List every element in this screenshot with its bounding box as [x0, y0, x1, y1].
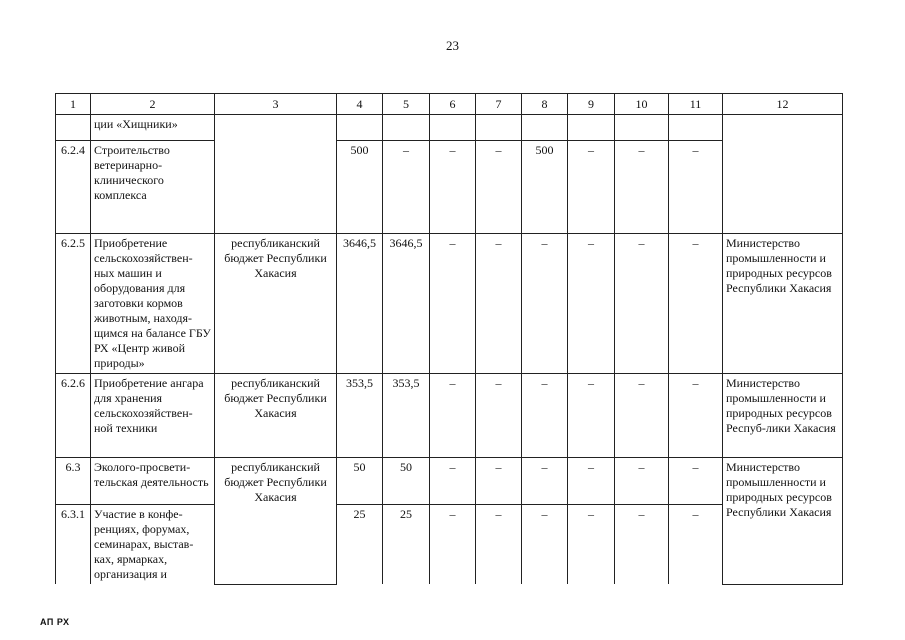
- table-row: [56, 115, 843, 141]
- funding-source-cell: республиканский бюджет Республики Хакасия: [215, 374, 337, 458]
- value-cell: [337, 115, 383, 141]
- value-cell: –: [669, 234, 723, 374]
- value-cell: –: [568, 374, 615, 458]
- value-cell: [383, 115, 430, 141]
- value-cell: –: [430, 234, 476, 374]
- value-cell: –: [568, 458, 615, 505]
- value-cell: –: [522, 505, 568, 585]
- value-cell: –: [669, 374, 723, 458]
- value-cell: –: [615, 505, 669, 585]
- column-header: 1: [56, 94, 91, 115]
- value-cell: 3646,5: [337, 234, 383, 374]
- value-cell: –: [522, 374, 568, 458]
- column-header: 12: [723, 94, 843, 115]
- measure-name-cell: ции «Хищники»: [91, 115, 215, 141]
- value-cell: –: [615, 234, 669, 374]
- value-cell: [476, 115, 522, 141]
- value-cell: 3646,5: [383, 234, 430, 374]
- measure-name-cell: Приобретение сельскохозяйствен-ных машин и оборудования для заготовки кормов животным, находя-щимся на балансе ГБУ РХ «Центр живой природы»: [91, 234, 215, 374]
- value-cell: –: [430, 458, 476, 505]
- value-cell: –: [615, 374, 669, 458]
- value-cell: 500: [522, 141, 568, 234]
- value-cell: 50: [337, 458, 383, 505]
- value-cell: 25: [337, 505, 383, 585]
- column-header: 2: [91, 94, 215, 115]
- executor-cell: Министерство промышленности и природных ресурсов Республики Хакасия: [723, 458, 843, 585]
- row-number-cell: 6.3: [56, 458, 91, 505]
- column-header: 10: [615, 94, 669, 115]
- funding-source-cell: республиканский бюджет Республики Хакасия: [215, 234, 337, 374]
- program-table: [55, 93, 843, 585]
- value-cell: 25: [383, 505, 430, 585]
- value-cell: 353,5: [337, 374, 383, 458]
- funding-source-cell: республиканский бюджет Республики Хакасия: [215, 458, 337, 585]
- measure-name-cell: Эколого-просвети-тельская деятельность: [91, 458, 215, 505]
- executor-cell: [723, 115, 843, 234]
- value-cell: 500: [337, 141, 383, 234]
- executor-cell: Министерство промышленности и природных ресурсов Республики Хакасия: [723, 234, 843, 374]
- value-cell: –: [476, 458, 522, 505]
- column-header: 9: [568, 94, 615, 115]
- value-cell: –: [430, 505, 476, 585]
- value-cell: –: [522, 458, 568, 505]
- value-cell: –: [568, 505, 615, 585]
- value-cell: [615, 115, 669, 141]
- value-cell: –: [430, 374, 476, 458]
- value-cell: –: [383, 141, 430, 234]
- table-row: [56, 458, 843, 505]
- value-cell: –: [476, 374, 522, 458]
- value-cell: [669, 115, 723, 141]
- value-cell: –: [476, 234, 522, 374]
- row-number-cell: 6.2.5: [56, 234, 91, 374]
- column-header: 6: [430, 94, 476, 115]
- value-cell: –: [669, 141, 723, 234]
- measure-name-cell: Участие в конфе-ренциях, форумах, семинарах, выстав-ках, ярмарках, организация и: [91, 505, 215, 585]
- column-header: 3: [215, 94, 337, 115]
- value-cell: –: [669, 505, 723, 585]
- value-cell: [430, 115, 476, 141]
- header-row: [56, 94, 843, 115]
- table-row: [56, 374, 843, 458]
- row-number-cell: [56, 115, 91, 141]
- row-number-cell: 6.2.6: [56, 374, 91, 458]
- column-header: 7: [476, 94, 522, 115]
- column-header: 4: [337, 94, 383, 115]
- column-header: 5: [383, 94, 430, 115]
- funding-source-cell: [215, 115, 337, 234]
- value-cell: 353,5: [383, 374, 430, 458]
- value-cell: –: [476, 505, 522, 585]
- value-cell: –: [476, 141, 522, 234]
- footer-mark: АП РХ: [40, 617, 70, 627]
- value-cell: –: [615, 458, 669, 505]
- value-cell: –: [430, 141, 476, 234]
- row-number-cell: 6.2.4: [56, 141, 91, 234]
- column-header: 8: [522, 94, 568, 115]
- value-cell: [568, 115, 615, 141]
- value-cell: –: [522, 234, 568, 374]
- value-cell: 50: [383, 458, 430, 505]
- value-cell: –: [568, 141, 615, 234]
- value-cell: –: [615, 141, 669, 234]
- page-number: 23: [446, 38, 459, 53]
- value-cell: –: [669, 458, 723, 505]
- measure-name-cell: Строительство ветеринарно-клинического комплекса: [91, 141, 215, 234]
- measure-name-cell: Приобретение ангара для хранения сельскохозяйствен-ной техники: [91, 374, 215, 458]
- executor-cell: Министерство промышленности и природных ресурсов Респуб-лики Хакасия: [723, 374, 843, 458]
- value-cell: –: [568, 234, 615, 374]
- row-number-cell: 6.3.1: [56, 505, 91, 585]
- value-cell: [522, 115, 568, 141]
- column-header: 11: [669, 94, 723, 115]
- table-row: [56, 234, 843, 374]
